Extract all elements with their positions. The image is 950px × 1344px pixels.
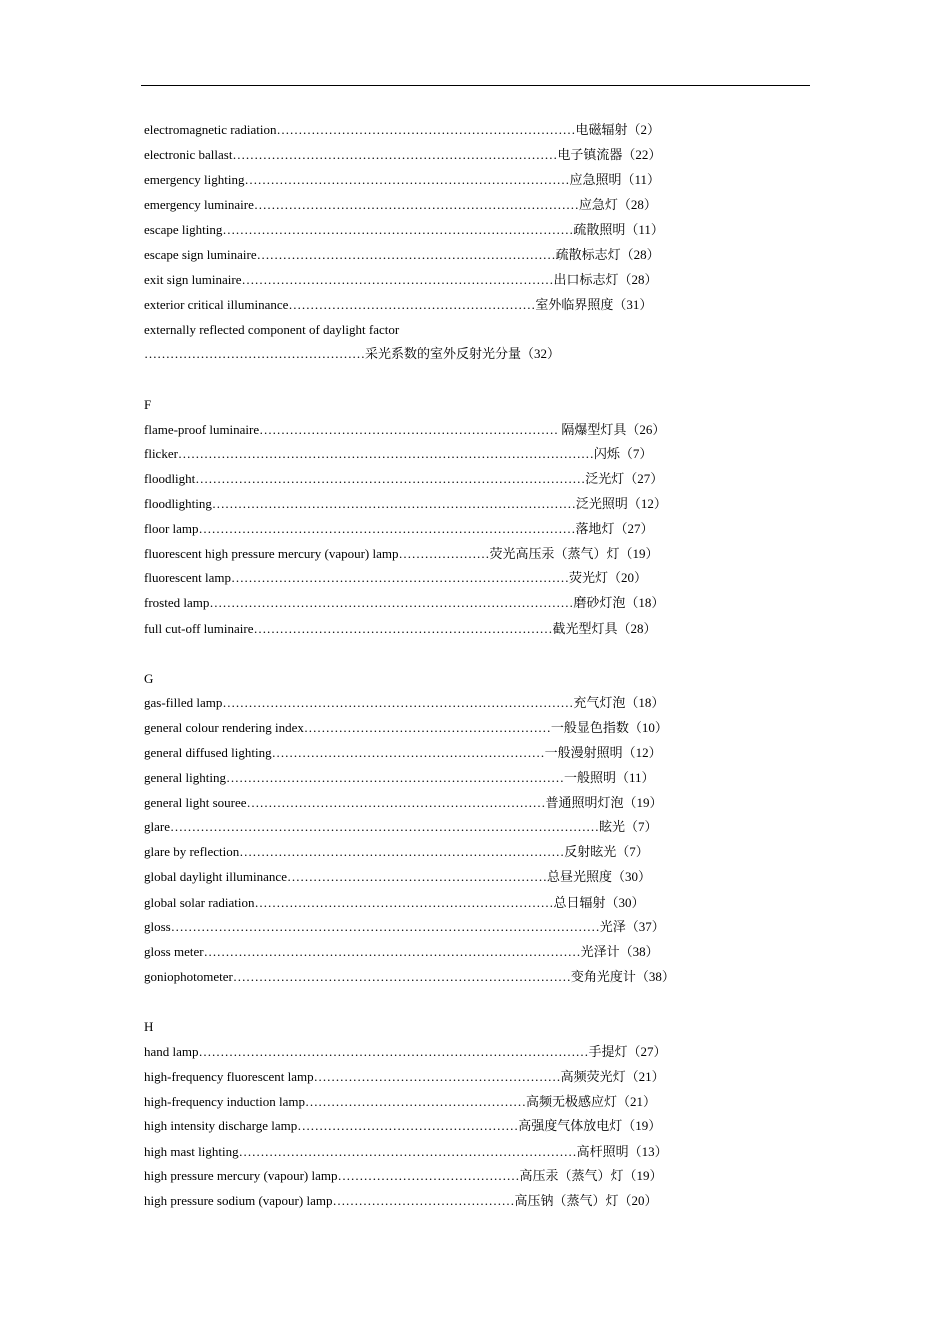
glossary-entry: fluorescent lamp……………………………………………………………………荧光灯（20）: [144, 570, 647, 585]
glossary-entry: high intensity discharge lamp……………………………………………高强度气体放电灯（19）: [144, 1118, 662, 1133]
glossary-entry: global daylight illuminance……………………………………………………总昼光照度（30）: [144, 869, 651, 884]
glossary-entry: gloss………………………………………………………………………………………光泽（37）: [144, 919, 665, 934]
glossary-entry-continuation: ……………………………………………采光系数的室外反射光分量（32）: [144, 346, 561, 361]
section-heading: H: [144, 1019, 154, 1034]
glossary-entry: glare by reflection…………………………………………………………………反射眩光（7）: [144, 844, 649, 859]
glossary-entry: floor lamp……………………………………………………………………………落地灯（27）: [144, 521, 654, 536]
glossary-entry: flame-proof luminaire…………………………………………………………… 隔爆型灯具（26）: [144, 422, 666, 437]
glossary-entry: frosted lamp…………………………………………………………………………磨砂灯泡（18）: [144, 595, 665, 610]
glossary-entry: externally reflected component of daylight factor: [144, 322, 400, 337]
glossary-entry: floodlight………………………………………………………………………………泛光灯（27）: [144, 471, 664, 486]
glossary-entry: goniophotometer……………………………………………………………………变角光度计（38）: [144, 969, 675, 984]
glossary-entry: fluorescent high pressure mercury (vapour) lamp…………………荧光高压汞（蒸气）灯（19）: [144, 546, 659, 561]
glossary-entry: full cut-off luminaire……………………………………………………………截光型灯具（28）: [144, 621, 657, 636]
header-rule: [141, 85, 810, 86]
glossary-entry: emergency luminaire…………………………………………………………………应急灯（28）: [144, 197, 657, 212]
glossary-entry: escape sign luminaire……………………………………………………………疏散标志灯（28）: [144, 247, 660, 262]
glossary-entry: high-frequency induction lamp……………………………………………高频无极感应灯（21）: [144, 1094, 657, 1109]
section-heading: G: [144, 671, 154, 686]
glossary-entry: high mast lighting……………………………………………………………………高杆照明（13）: [144, 1144, 668, 1159]
glossary-entry: electromagnetic radiation……………………………………………………………电磁辐射（2）: [144, 122, 660, 137]
glossary-entry: general light souree……………………………………………………………普通照明灯泡（19）: [144, 795, 663, 810]
glossary-entry: global solar radiation……………………………………………………………总日辐射（30）: [144, 895, 645, 910]
glossary-entry: high-frequency fluorescent lamp…………………………………………………高频荧光灯（21）: [144, 1069, 665, 1084]
glossary-entry: high pressure sodium (vapour) lamp……………………………………高压钠（蒸气）灯（20）: [144, 1193, 658, 1208]
glossary-entry: escape lighting………………………………………………………………………疏散照明（11）: [144, 222, 664, 237]
glossary-entry: exit sign luminaire………………………………………………………………出口标志灯（28）: [144, 272, 658, 287]
glossary-entry: glare………………………………………………………………………………………眩光（7）: [144, 819, 658, 834]
glossary-entry: high pressure mercury (vapour) lamp……………………………………高压汞（蒸气）灯（19）: [144, 1168, 663, 1183]
glossary-entry: exterior critical illuminance…………………………………………………室外临界照度（31）: [144, 297, 653, 312]
glossary-entry: emergency lighting…………………………………………………………………应急照明（11）: [144, 172, 661, 187]
glossary-entry: general colour rendering index…………………………………………………一般显色指数（10）: [144, 720, 668, 735]
glossary-entry: general lighting……………………………………………………………………一般照明（11）: [144, 770, 655, 785]
glossary-entry: gloss meter……………………………………………………………………………光泽计（38）: [144, 944, 659, 959]
section-heading: F: [144, 397, 152, 412]
glossary-entry: general diffused lighting………………………………………………………一般漫射照明（12）: [144, 745, 662, 760]
glossary-entry: flicker……………………………………………………………………………………闪烁（7）: [144, 446, 653, 461]
glossary-entry: electronic ballast…………………………………………………………………电子镇流器（22）: [144, 147, 662, 162]
glossary-entry: hand lamp………………………………………………………………………………手提灯（27）: [144, 1044, 667, 1059]
glossary-entry: floodlighting…………………………………………………………………………泛光照明（12）: [144, 496, 667, 511]
glossary-entry: gas-filled lamp………………………………………………………………………充气灯泡（18）: [144, 695, 665, 710]
